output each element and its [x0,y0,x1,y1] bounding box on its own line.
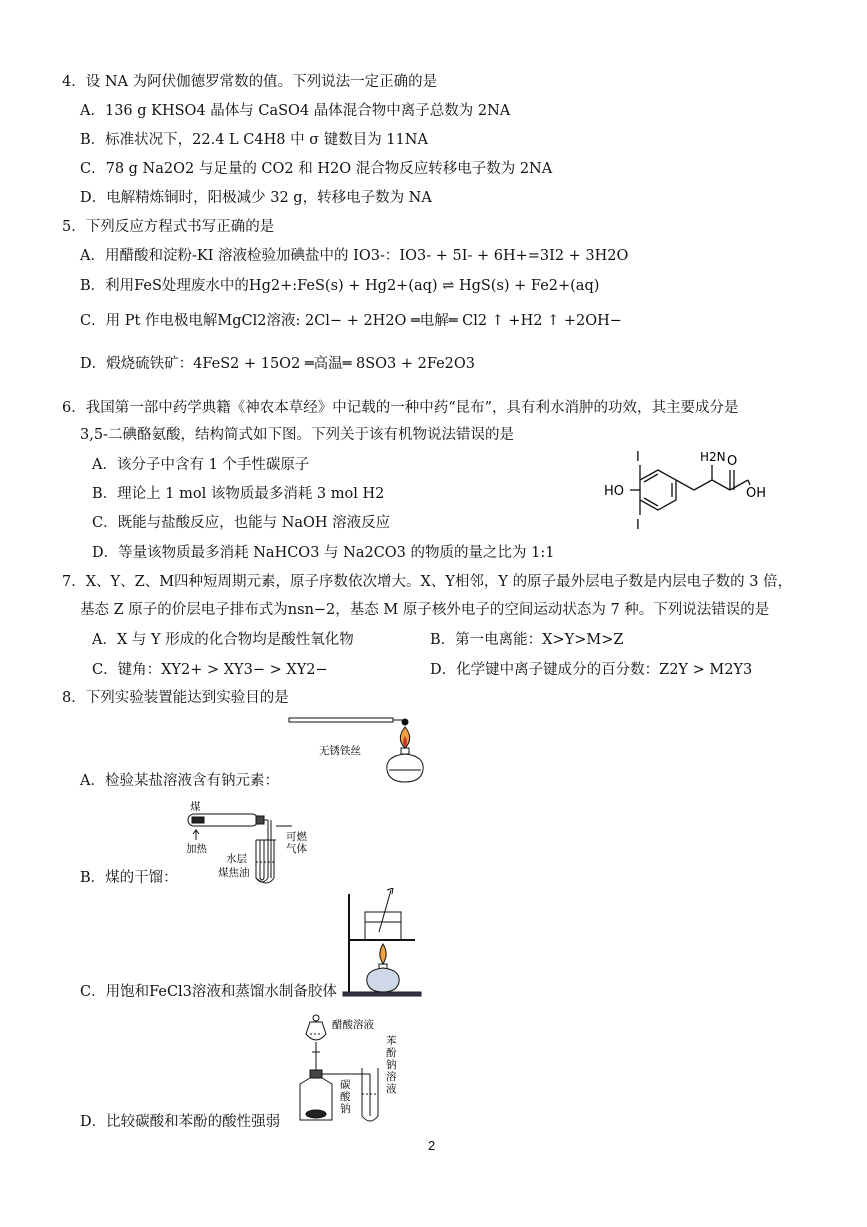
coal-tar-label: 煤焦油 [218,867,250,879]
hydroxyl-label: HO [604,484,625,499]
q7-option-c: C．键角：XY2+ > XY3− > XY2− [92,662,328,678]
colloid-apparatus [335,888,425,998]
flame-test-apparatus [285,712,425,787]
q5-option-c: C．用 Pt 作电极电解MgCl2溶液: 2Cl− + 2H2O ═电解═ Cl2 ↑ +H2 ↑ +2OH− [80,313,622,329]
acetic-acid-label: 醋酸溶液 [332,1019,374,1031]
q8-stem: 8．下列实验装置能达到实验目的是 [62,690,289,706]
gas-label-2: 气体 [286,843,307,855]
q6-option-a: A．该分子中含有 1 个手性碳原子 [92,457,310,473]
q4-option-a: A．136 g KHSO4 晶体与 CaSO4 晶体混合物中离子总数为 2NA [80,103,511,119]
q4-stem: 4．设 NA 为阿伏伽德罗常数的值。下列说法一定正确的是 [62,74,438,90]
carbonyl-oxygen-label: O [727,454,738,469]
iodine-label-top: I [636,450,640,465]
q8-option-b: B．煤的干馏： [80,870,178,886]
q6-option-b: B．理论上 1 mol 该物质最多消耗 3 mol H2 [92,486,385,502]
wire-label: 无锈铁丝 [319,745,361,757]
amino-label: H2N [700,450,726,464]
q7-stem-line1: 7．X、Y、Z、M四种短周期元素，原子序数依次增大。X、Y相邻，Y 的原子最外层电子数是内层电子数的 3 倍， [62,574,793,590]
carboxyl-oh-label: OH [746,486,767,501]
gas-label-1: 可燃 [286,831,307,843]
water-layer-label: 水层 [226,853,247,865]
q7-stem-line2: 基态 Z 原子的价层电子排布式为nsn−2，基态 M 原子核外电子的空间运动状态为 7 种。下列说法错误的是 [80,602,770,618]
q4-option-b: B．标准状况下，22.4 L C4H8 中 σ 键数目为 11NA [80,132,428,148]
acidity-comparison-apparatus [290,1012,420,1127]
q6-stem-line2: 3,5-二碘酪氨酸，结构简式如下图。下列关于该有机物说法错误的是 [80,427,514,443]
q5-option-b: B．利用FeS处理废水中的Hg2+:FeS(s) + Hg2+(aq) ⇌ HgS(s) + Fe2+(aq) [80,278,600,294]
q7-option-b: B．第一电离能：X>Y>M>Z [430,632,624,648]
na2co3-label-2: 酸 [340,1091,351,1103]
q8-option-c: C．用饱和FeCl3溶液和蒸馏水制备胶体 [80,984,337,1000]
na2co3-label-1: 碳 [340,1079,351,1091]
page-number: 2 [428,1138,436,1153]
q4-option-d: D．电解精炼铜时，阳极减少 32 g，转移电子数为 NA [80,190,432,206]
heat-label: 加热 [186,843,207,855]
q8-option-a: A．检验某盐溶液含有钠元素： [80,773,279,789]
coal-label: 煤 [190,801,201,813]
phenoxide-label-4: 溶 [386,1071,397,1083]
q7-option-a: A．X 与 Y 形成的化合物均是酸性氧化物 [92,632,354,648]
phenoxide-label-1: 苯 [386,1035,397,1047]
phenoxide-label-3: 钠 [386,1059,397,1071]
iodine-label-bottom: I [636,518,640,533]
na2co3-label-3: 钠 [340,1103,351,1115]
q6-stem-line1: 6．我国第一部中药学典籍《神农本草经》中记载的一种中药“昆布”，具有利水消肿的功效，其主要成分是 [62,400,739,416]
phenoxide-label-5: 液 [386,1083,397,1095]
q5-option-a: A．用醋酸和淀粉-KI 溶液检验加碘盐中的 IO3-：IO3- + 5I- + 6H+=3I2 + 3H2O [80,248,629,264]
q7-option-d: D．化学键中离子键成分的百分数：Z2Y > M2Y3 [430,662,753,678]
q4-option-c: C．78 g Na2O2 与足量的 CO2 和 H2O 混合物反应转移电子数为 2NA [80,161,553,177]
q6-option-d: D．等量该物质最多消耗 NaHCO3 与 Na2CO3 的物质的量之比为 1:1 [92,545,555,561]
q5-stem: 5．下列反应方程式书写正确的是 [62,219,275,235]
phenoxide-label-2: 酚 [386,1047,397,1059]
q5-option-d: D．煅烧硫铁矿：4FeS2 + 15O2 ═高温═ 8SO3 + 2Fe2O3 [80,356,476,372]
coal-distillation-apparatus [180,800,330,888]
diiodotyrosine-structure [600,445,790,545]
q8-option-d: D．比较碳酸和苯酚的酸性强弱 [80,1114,281,1130]
q6-option-c: C．既能与盐酸反应，也能与 NaOH 溶液反应 [92,515,391,531]
